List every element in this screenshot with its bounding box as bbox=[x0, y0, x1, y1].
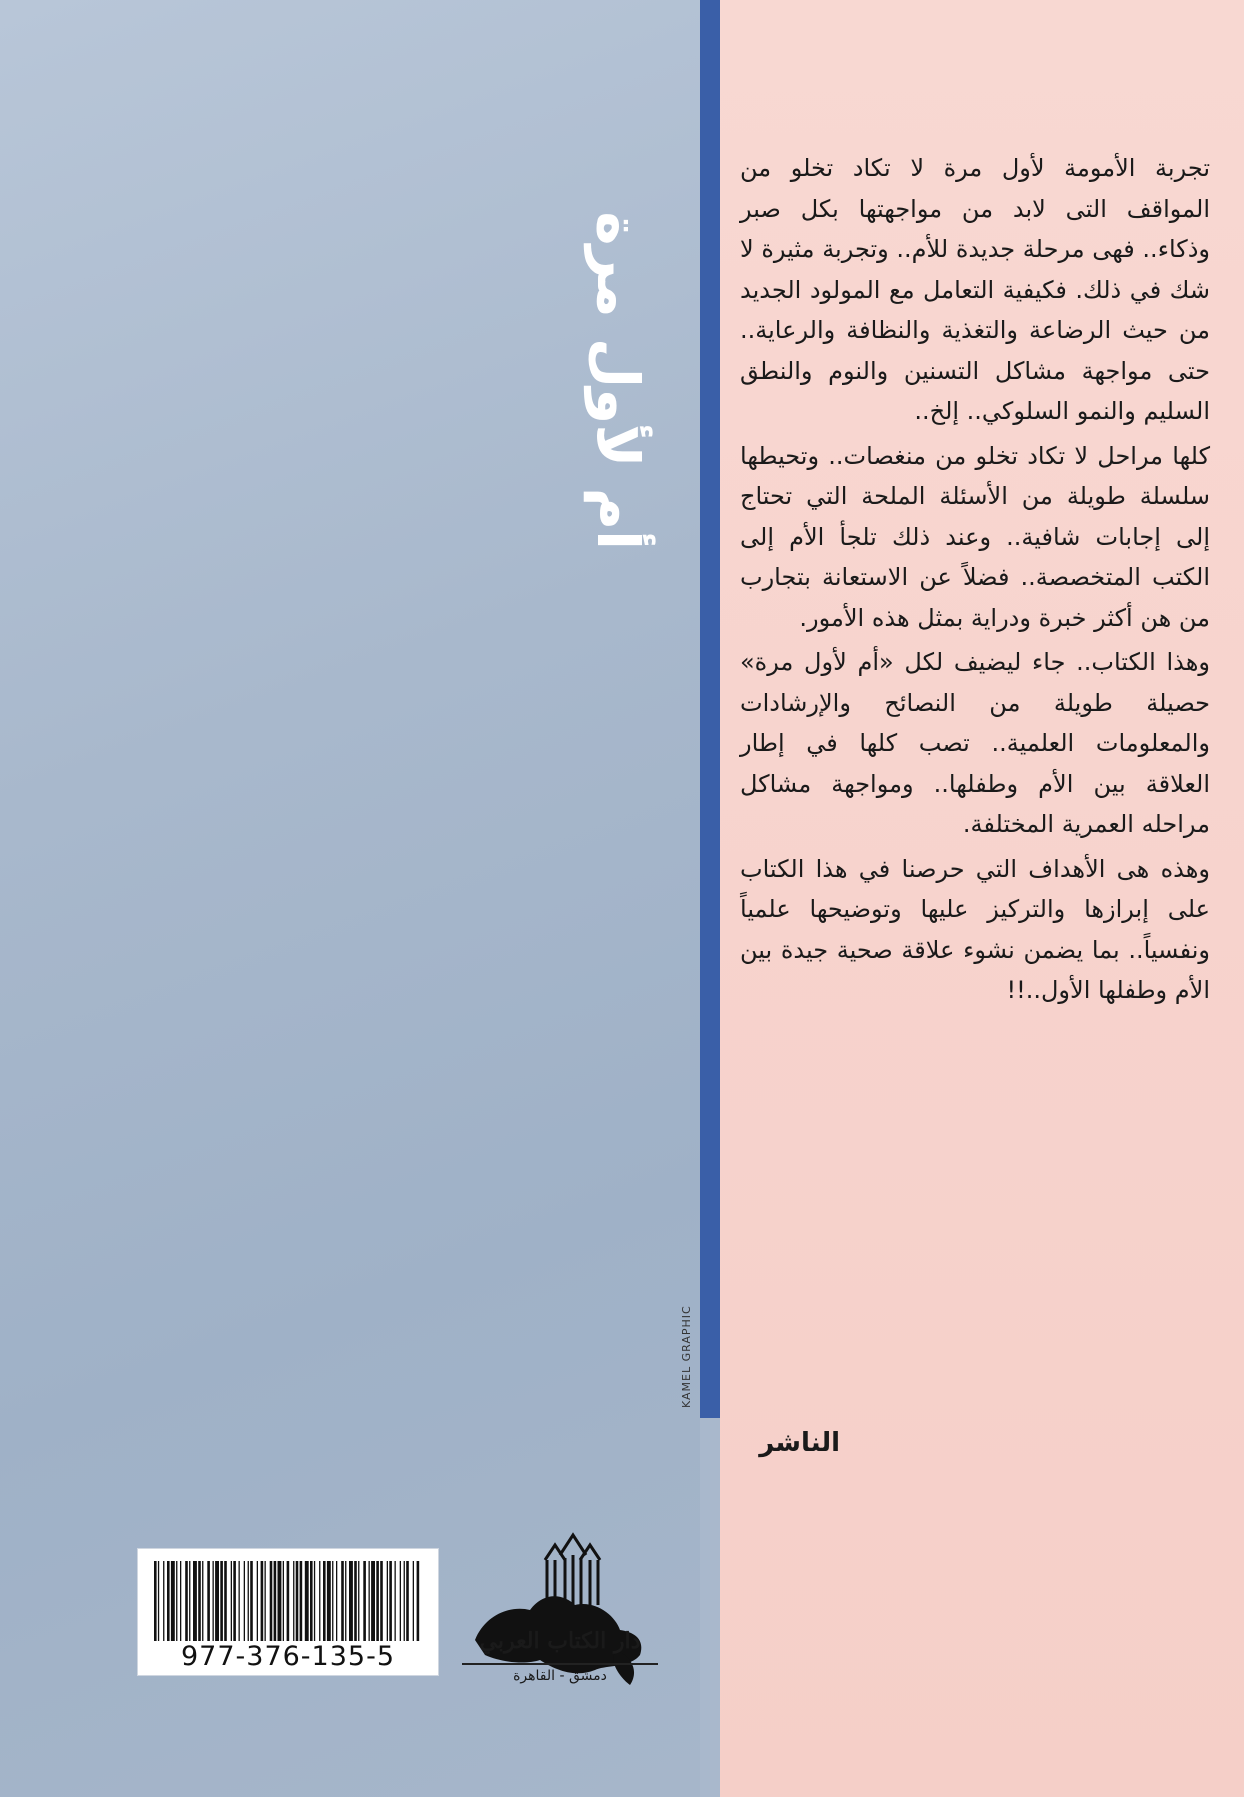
barcode-bar bbox=[193, 1561, 197, 1641]
barcode-bar bbox=[363, 1561, 366, 1641]
barcode-bar bbox=[278, 1561, 282, 1641]
barcode-bar bbox=[395, 1561, 396, 1641]
barcode-bar bbox=[314, 1561, 315, 1641]
barcode-bar bbox=[220, 1561, 223, 1641]
barcode-bar bbox=[327, 1561, 331, 1641]
barcode-bar bbox=[406, 1561, 409, 1641]
barcode-bar bbox=[310, 1561, 313, 1641]
barcode-bar bbox=[167, 1561, 170, 1641]
barcode-bar bbox=[287, 1561, 290, 1641]
barcode-bar bbox=[207, 1561, 210, 1641]
barcode-bar bbox=[332, 1561, 333, 1641]
barcode-bar bbox=[319, 1561, 320, 1641]
barcode-bar bbox=[376, 1561, 379, 1641]
barcode-bar bbox=[293, 1561, 294, 1641]
barcode-bar bbox=[354, 1561, 357, 1641]
barcode-bar bbox=[296, 1561, 299, 1641]
barcode-bar bbox=[261, 1561, 264, 1641]
barcode-bar bbox=[323, 1561, 326, 1641]
barcode-bar bbox=[341, 1561, 344, 1641]
barcode-bar bbox=[215, 1561, 219, 1641]
barcode-bar bbox=[213, 1561, 214, 1641]
barcode-bar bbox=[180, 1561, 181, 1641]
blurb-paragraph: وهذه هى الأهداف التي حرصنا في هذا الكتاب على إبرازها والتركيز عليها وتوضيحها علمياً ونفسياً.. بما يضمن نشوء علاقة صحية جيدة بين الأم وطفلها الأول..!! bbox=[740, 854, 1210, 1004]
barcode-bar bbox=[224, 1561, 227, 1641]
barcode-bar bbox=[371, 1561, 375, 1641]
barcode-bar bbox=[380, 1561, 383, 1641]
barcode-bar bbox=[274, 1561, 277, 1641]
barcode-bar bbox=[231, 1561, 232, 1641]
barcode-bar bbox=[369, 1561, 370, 1641]
blurb-text bbox=[740, 148, 1210, 1015]
barcode-bar bbox=[345, 1561, 346, 1641]
blurb-paragraph: وهذا الكتاب.. جاء ليضيف لكل «أم لأول مرة» حصيلة طويلة من النصائح والإرشادات والمعلومات العلمية.. تصب كلها في إطار العلاقة بين الأم وطفلها.. ومواجهة مشاكل مراحله العمرية المختلفة. bbox=[740, 648, 1210, 838]
barcode bbox=[137, 1548, 439, 1676]
barcode-bar bbox=[189, 1561, 190, 1641]
barcode-bar bbox=[404, 1561, 405, 1641]
barcode-bars bbox=[152, 1561, 424, 1641]
publisher-cities: دمشق - القاهرة bbox=[513, 1668, 607, 1684]
barcode-bar bbox=[244, 1561, 245, 1641]
barcode-bar bbox=[257, 1561, 258, 1641]
barcode-bar bbox=[305, 1561, 309, 1641]
barcode-bar bbox=[239, 1561, 240, 1641]
barcode-bar bbox=[154, 1561, 157, 1641]
barcode-bar bbox=[349, 1561, 353, 1641]
book-title-vertical: أم لأول مرة bbox=[584, 211, 652, 550]
barcode-bar bbox=[163, 1561, 164, 1641]
blurb-paragraph: كلها مراحل لا تكاد تخلو من منغصات.. وتحيطها سلسلة طويلة من الأسئلة الملحة التي تحتاج إلى إجابات شافية.. وعند ذلك تلجأ الأم إلى الكتب المتخصصة.. فضلاً عن الاستعانة بتجارب من هن أكثر خبرة ودراية بمثل هذه الأمور. bbox=[740, 441, 1210, 632]
barcode-bar bbox=[233, 1561, 236, 1641]
barcode-bar bbox=[250, 1561, 253, 1641]
designer-credit: KAMEL GRAPHIC bbox=[680, 1305, 693, 1408]
barcode-bar bbox=[336, 1561, 337, 1641]
barcode-bar bbox=[198, 1561, 201, 1641]
blurb-paragraph: تجربة الأمومة لأول مرة لا تكاد تخلو من المواقف التى لابد من مواجهتها بكل صبر وذكاء.. فهى مرحلة جديدة للأم.. وتجربة مثيرة لا شك في ذلك. فكيفية التعامل مع المولود الجديد من حيث الرضاعة والتغذية والنظافة والرعاية.. حتى مواجهة مشاكل التسنين والنوم والنطق السليم والنمو السلوكي.. إلخ.. bbox=[740, 154, 1210, 425]
spine-accent-bar bbox=[700, 0, 720, 1418]
barcode-bar bbox=[265, 1561, 266, 1641]
publisher-divider bbox=[462, 1663, 658, 1665]
barcode-bar bbox=[202, 1561, 203, 1641]
isbn-number: 977-376-135-5 bbox=[180, 1641, 395, 1672]
barcode-bar bbox=[176, 1561, 177, 1641]
barcode-bar bbox=[300, 1561, 303, 1641]
barcode-bar bbox=[417, 1561, 420, 1641]
barcode-bar bbox=[358, 1561, 359, 1641]
barcode-bar bbox=[400, 1561, 401, 1641]
barcode-bar bbox=[270, 1561, 273, 1641]
barcode-bar bbox=[413, 1561, 414, 1641]
barcode-bar bbox=[171, 1561, 175, 1641]
barcode-bar bbox=[185, 1561, 188, 1641]
publisher-signature: الناشر bbox=[759, 1428, 840, 1458]
barcode-bar bbox=[248, 1561, 249, 1641]
barcode-bar bbox=[389, 1561, 392, 1641]
barcode-bar bbox=[283, 1561, 284, 1641]
barcode-bar bbox=[158, 1561, 159, 1641]
publisher-name: دار الكتاب العربي bbox=[479, 1628, 641, 1654]
barcode-bar bbox=[387, 1561, 388, 1641]
